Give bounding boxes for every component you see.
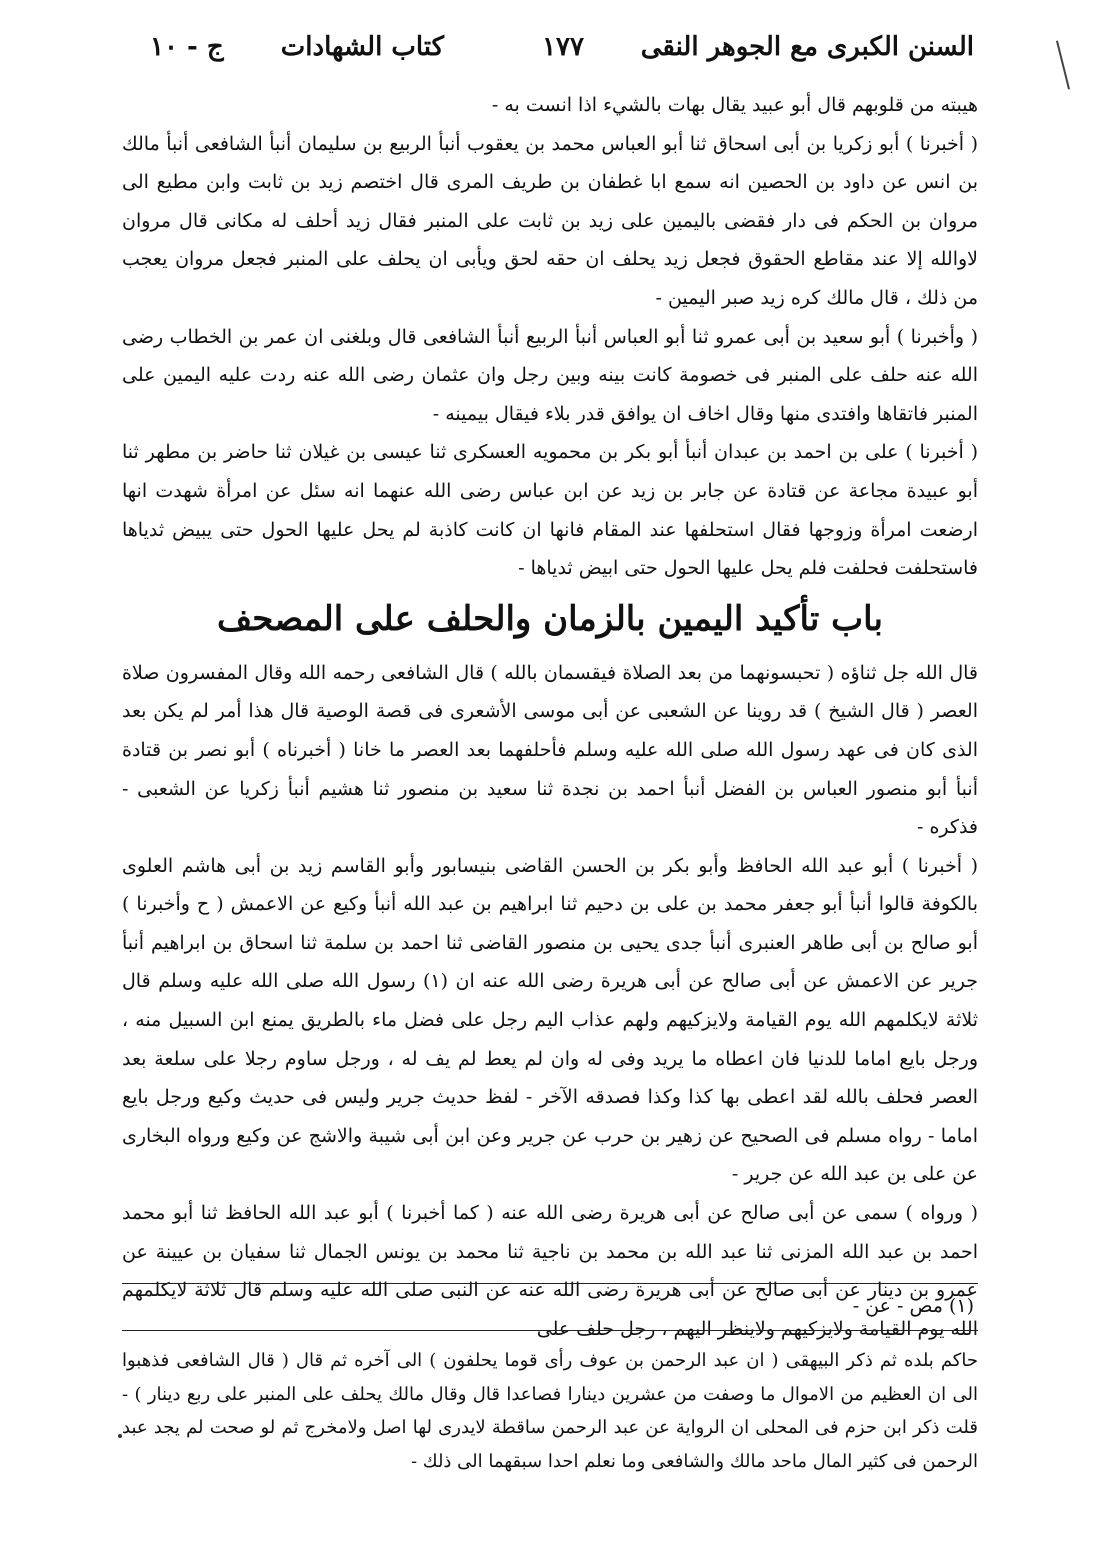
footnote: (١) مص - عن - [852, 1295, 974, 1317]
margin-dot-mark [118, 1434, 122, 1438]
section-heading: باب تأكيد اليمين بالزمان والحلف على المصحف [217, 598, 883, 639]
book-title: السنن الكبرى مع الجوهر النقى [640, 32, 974, 62]
footnote-divider [122, 1283, 978, 1284]
paragraph: ( أخبرنا ) على بن احمد بن عبدان أنبأ أبو بكر بن محمويه العسكرى ثنا عيسى بن غيلان ثنا حاضر بن مطهر ثنا أبو عبيدة مجاعة عن قتادة عن جابر بن زيد عن ابن عباس رضى الله عنهما انه سئل عن امرأة شهدت انها ارضعت امرأة وزوجها فقال استحلفها عند المقام فانها ان كانت كاذبة لم يحل عليها الحول حتى يبيض ثدياها فاستحلفت فحلفت فلم يحل عليها الحول حتى ابيض ثدياها - [122, 441, 978, 580]
paragraph: ( ورواه ) سمى عن أبى صالح عن أبى هريرة رضى الله عنه ( كما أخبرنا ) أبو عبد الله الحافظ ثنا أبو محمد احمد بن عبد الله المزنى ثنا عبد الله بن محمد بن ناجية ثنا محمد بن يونس الجمال ثنا سفيان بن عيينة عن عمرو بن دينار عن أبى صالح عن أبى هريرة رضى الله عنه عن النبى صلى الله عليه وسلم قال ثلاثة لايكلمهم الله يوم القيامة ولايزكيهم ولاينظر اليهم ، رجل حلف على [122, 1202, 978, 1340]
chapter-title: كتاب الشهادات [280, 32, 444, 62]
paragraph: ( أخبرنا ) أبو عبد الله الحافظ وأبو بكر بن الحسن القاضى بنيسابور وأبو القاسم زيد بن أبى هاشم العلوى بالكوفة قالوا أنبأ أبو جعفر محمد بن على بن دحيم ثنا ابراهيم بن عبد الله أنبأ وكيع عن الاعمش ( ح وأخبرنا ) أبو صالح بن أبى طاهر العنبرى أنبأ جدى يحيى بن منصور القاضى ثنا احمد بن سلمة ثنا اسحاق بن ابراهيم أنبأ جرير عن الاعمش عن أبى صالح عن أبى هريرة رضى الله عنه ان (١) رسول الله صلى الله عليه وسلم قال ثلاثة لايكلمهم الله يوم القيامة ولايزكيهم ولهم عذاب اليم رجل على فضل ماء بالطريق يمنع ابن السبيل منه ، ورجل بايع اماما للدنيا فان اعطاه ما يريد وفى له وان لم يعط لم يف له ، ورجل ساوم رجلا على سلعة بعد العصر فحلف بالله لقد اعطى بها كذا وكذا فصدقه الآخر - لفظ حديث جرير وليس فى حديث وكيع ورجل بايع اماما - رواه مسلم فى الصحيح عن زهير بن حرب عن جرير وعن ابن أبى شيبة والاشج عن وكيع ورواه البخارى عن على بن عبد الله عن جرير - [122, 854, 978, 1186]
volume-label: ج - ١٠ [150, 32, 224, 62]
main-text [122, 86, 978, 1348]
commentary-text: حاكم بلده ثم ذكر البيهقى ( ان عبد الرحمن بن عوف رأى قوما يحلفون ) الى آخره ثم قال ( قال الشافعى فذهبوا الى ان العظيم من الاموال ما وصفت من عشرين دينارا فصاعدا قال وقال مالك يحلف على المنبر على ربع دينار ) - قلت ذكر ابن حزم فى المحلى ان الرواية عن عبد الرحمن ساقطة لايدرى لها اصل ولامخرج ثم لو صحت لم يجد عبد الرحمن فى كثير المال ماحد مالك والشافعى وما نعلم احدا سبقهما الى ذلك - [122, 1350, 978, 1472]
paragraph: هيبته من قلوبهم قال أبو عبيد يقال بهات بالشيء اذا انست به - [491, 94, 978, 116]
margin-pen-mark [1056, 41, 1070, 90]
page-number: ١٧٧ [542, 32, 584, 62]
paragraph: قال الله جل ثناؤه ( تحبسونهما من بعد الصلاة فيقسمان بالله ) قال الشافعى رحمه الله وقال المفسرون صلاة العصر ( قال الشيخ ) قد روينا عن الشعبى عن أبى موسى الأشعرى فى قصة الوصية قال هذا أمر لم يكن بعد الذى كان فى عهد رسول الله صلى الله عليه وسلم فأحلفهما بعد العصر ما خانا ( أخبرناه ) أبو نصر بن قتادة أنبأ أبو منصور العباس بن الفضل أنبأ احمد بن نجدة ثنا سعيد بن منصور ثنا هشيم أنبأ زكريا عن الشعبى - فذكره - [122, 661, 978, 839]
paragraph: ( أخبرنا ) أبو زكريا بن أبى اسحاق ثنا أبو العباس محمد بن يعقوب أنبأ الربيع بن سليمان أنبأ الشافعى أنبأ مالك بن انس عن داود بن الحصين انه سمع ابا غطفان بن طريف المرى قال اختصم زيد بن ثابت وابن مطيع الى مروان بن الحكم فى دار فقضى باليمين على زيد بن ثابت على المنبر فقال زيد أحلف له مكانى قال مروان لاوالله إلا عند مقاطع الحقوق فجعل زيد يحلف ان حقه لحق ويأبى ان يحلف على المنبر فجعل مروان يعجب من ذلك ، قال مالك كره زيد صبر اليمين - [122, 132, 978, 309]
commentary-divider [122, 1330, 978, 1331]
paragraph: ( وأخبرنا ) أبو سعيد بن أبى عمرو ثنا أبو العباس أنبأ الربيع أنبأ الشافعى قال وبلغنى ان عمر بن الخطاب رضى الله عنه حلف على المنبر فى خصومة كانت بينه وبين رجل وان عثمان رضى الله عنه ردت عليه اليمين على المنبر فاتقاها وافتدى منها وقال اخاف ان يوافق قدر بلاء فيقال بيمينه - [122, 325, 978, 425]
running-header [150, 28, 974, 72]
